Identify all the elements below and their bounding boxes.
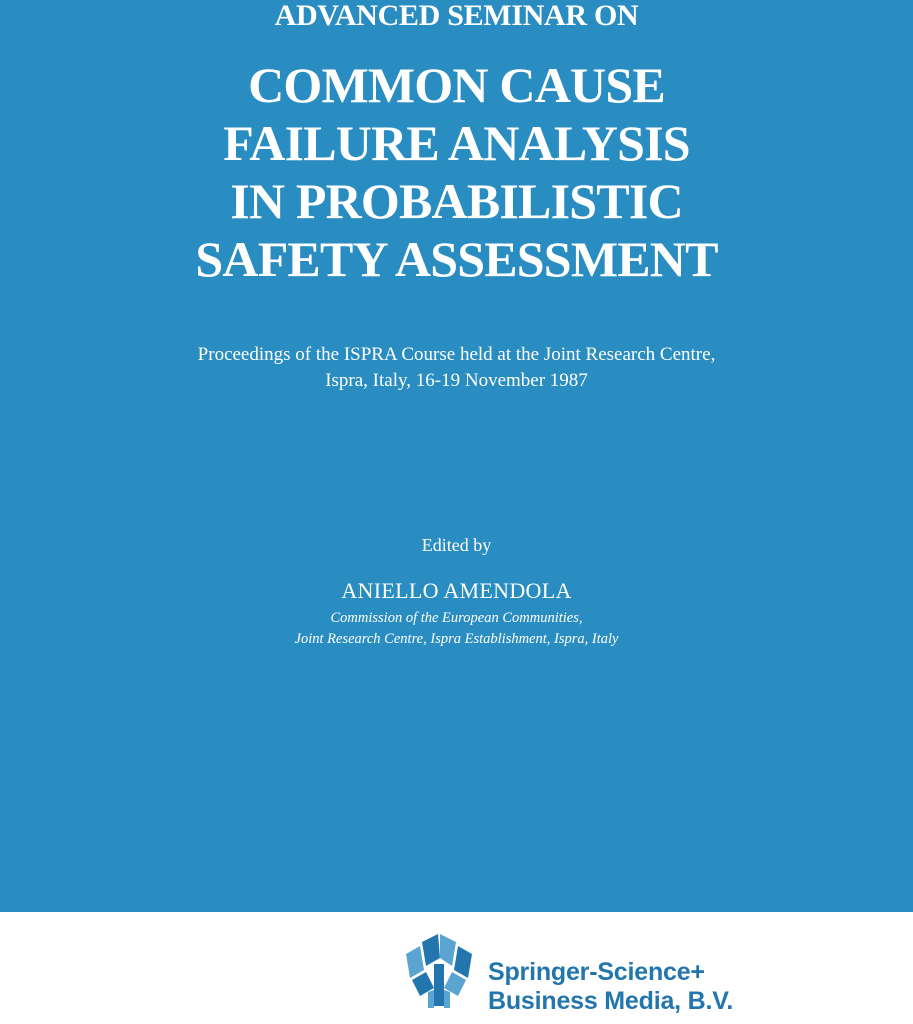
affiliation-line: Commission of the European Communities, — [330, 610, 583, 626]
title-line: SAFETY ASSESSMENT — [195, 231, 718, 287]
title-line: FAILURE ANALYSIS — [223, 115, 690, 171]
publisher-name — [488, 958, 733, 1016]
edited-by-label: Edited by — [421, 535, 492, 555]
proceedings-line: Proceedings of the ISPRA Course held at the Joint Research Centre, — [197, 344, 716, 365]
book-title — [0, 56, 913, 288]
affiliation-line: Joint Research Centre, Ispra Establishment, Ispra, Italy — [294, 631, 619, 647]
title-line: COMMON CAUSE — [248, 57, 665, 113]
publisher-line: Business Media, B.V. — [488, 987, 734, 1015]
editor-affiliation — [0, 608, 913, 650]
seminar-heading: ADVANCED SEMINAR ON — [274, 0, 639, 32]
proceedings-note — [0, 342, 913, 394]
editor-name: ANIELLO AMENDOLA — [341, 578, 572, 603]
springer-logo-icon — [404, 934, 474, 1008]
title-line: IN PROBABILISTIC — [230, 173, 683, 229]
publisher-line: Springer-Science+ — [488, 958, 705, 986]
publisher-footer — [0, 912, 913, 1024]
proceedings-line: Ispra, Italy, 16-19 November 1987 — [325, 370, 588, 391]
